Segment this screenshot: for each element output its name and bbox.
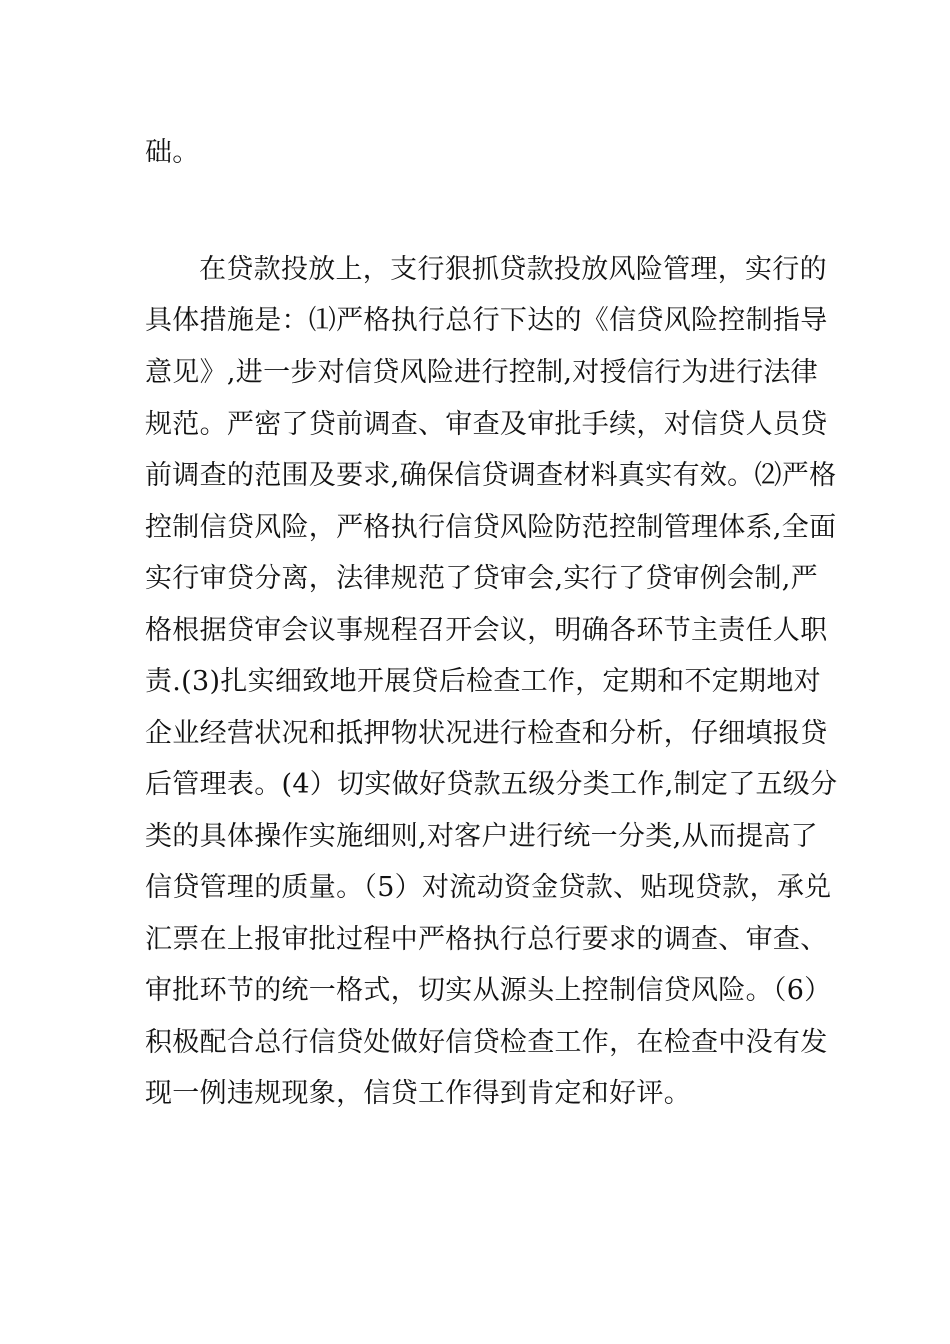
paragraph-line-2: 具体措施是：⑴严格执行总行下达的《信贷风险控制指导 — [145, 305, 828, 336]
paragraph-line-14: 汇票在上报审批过程中严格执行总行要求的调查、审查、 — [145, 924, 828, 955]
paragraph-line-1: 在贷款投放上，支行狠抓贷款投放风险管理，实行的 — [199, 254, 827, 285]
paragraph-fragment-line: 础。 — [145, 137, 200, 168]
paragraph-line-11: 后管理表。(4）切实做好贷款五级分类工作,制定了五级分 — [145, 769, 838, 800]
paragraph-line-16: 积极配合总行信贷处做好信贷检查工作，在检查中没有发 — [145, 1027, 828, 1058]
paragraph-line-3: 意见》,进一步对信贷风险进行控制,对授信行为进行法律 — [145, 357, 818, 388]
paragraph-line-6: 控制信贷风险，严格执行信贷风险防范控制管理体系,全面 — [145, 512, 837, 543]
paragraph-line-15: 审批环节的统一格式，切实从源头上控制信贷风险。（6） — [145, 975, 832, 1006]
paragraph-line-9: 责.(3)扎实细致地开展贷后检查工作，定期和不定期地对 — [145, 666, 821, 697]
paragraph-line-7: 实行审贷分离，法律规范了贷审会,实行了贷审例会制,严 — [145, 563, 818, 594]
paragraph-line-5: 前调查的范围及要求,确保信贷调查材料真实有效。⑵严格 — [145, 460, 837, 491]
paragraph-line-17: 现一例违规现象，信贷工作得到肯定和好评。 — [145, 1078, 691, 1109]
paragraph-line-12: 类的具体操作实施细则,对客户进行统一分类,从而提高了 — [145, 821, 818, 852]
paragraph-line-4: 规范。严密了贷前调查、审查及审批手续，对信贷人员贷 — [145, 409, 828, 440]
paragraph-line-8: 格根据贷审会议事规程召开会议，明确各环节主责任人职 — [145, 615, 828, 646]
paragraph-line-10: 企业经营状况和抵押物状况进行检查和分析，仔细填报贷 — [145, 718, 828, 749]
paragraph-line-13: 信贷管理的质量。（5）对流动资金贷款、贴现贷款，承兑 — [145, 872, 832, 903]
